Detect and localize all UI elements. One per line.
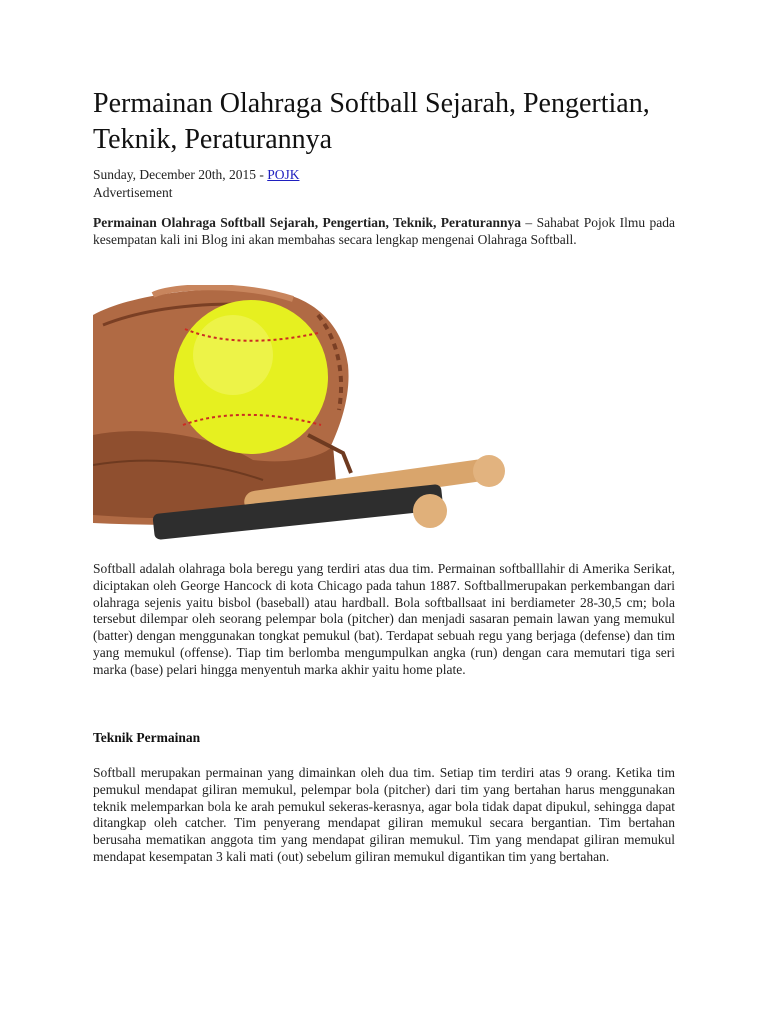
advertisement-label: Advertisement bbox=[93, 185, 173, 200]
post-meta bbox=[93, 166, 299, 183]
paragraph-softball-intro: Softball adalah olahraga bola beregu yang terdiri atas dua tim. Permainan softballlahir di Amerika Serikat, diciptakan oleh George Hancock di kota Chicago pada tahun 1887. Softballmerupakan perkembangan dari olahraga sejenis yaitu bisbol (baseball) atau hardball. Bola softballsaat ini berdiameter 28-30,5 cm; bola tersebut dilempar oleh seorang pelempar bola (pitcher) dan menjadi sasaran pemain lawan yang memukul (batter) dengan menggunakan tongkat pemukul (bat). Terdapat sebuah regu yang berjaga (defense) dan tim yang memukul (offense). Tiap tim berlomba mengumpulkan angka (run) dengan cara memutari tiga seri marka (base) pelari hingga menyentuh marka akhir yaitu home plate. bbox=[93, 561, 675, 677]
section-heading: Teknik Permainan bbox=[93, 730, 201, 745]
intro-paragraph bbox=[93, 215, 675, 249]
author-link[interactable]: POJK bbox=[267, 167, 300, 182]
post-date: Sunday, December 20th, 2015 bbox=[93, 167, 256, 182]
page-title: Permainan Olahraga Softball Sejarah, Pengertian, Teknik, Peraturannya bbox=[93, 88, 650, 155]
intro-text: – Sahabat Pojok Ilmu pada kesempatan kali ini Blog ini akan membahas secara lengkap mengenai Olahraga Softball. bbox=[93, 215, 675, 247]
meta-separator: - bbox=[255, 167, 268, 182]
softball-glove-ball-bat-image bbox=[93, 285, 513, 547]
intro-bold-title: Permainan Olahraga Softball Sejarah, Pengertian, Teknik, Peraturannya bbox=[93, 215, 522, 230]
paragraph-teknik-permainan: Softball merupakan permainan yang dimainkan oleh dua tim. Setiap tim terdiri atas 9 orang. Ketika tim pemukul mendapat giliran memukul, pelempar bola (pitcher) dari tim yang bertahan harus menggunakan teknik melemparkan bola ke arah pemukul sekeras-kerasnya, agar bola tidak dapat dipukul, sehingga dapat ditangkap oleh catcher. Tim penyerang mendapat giliran memukul secara bergantian. Tim bertahan berusaha mematikan anggota tim yang mendapat giliran memukul. Tim yang mendapat giliran memukul mendapat kesempatan 3 kali mati (out) sebelum giliran memukul digantikan tim yang bertahan. bbox=[93, 765, 675, 864]
